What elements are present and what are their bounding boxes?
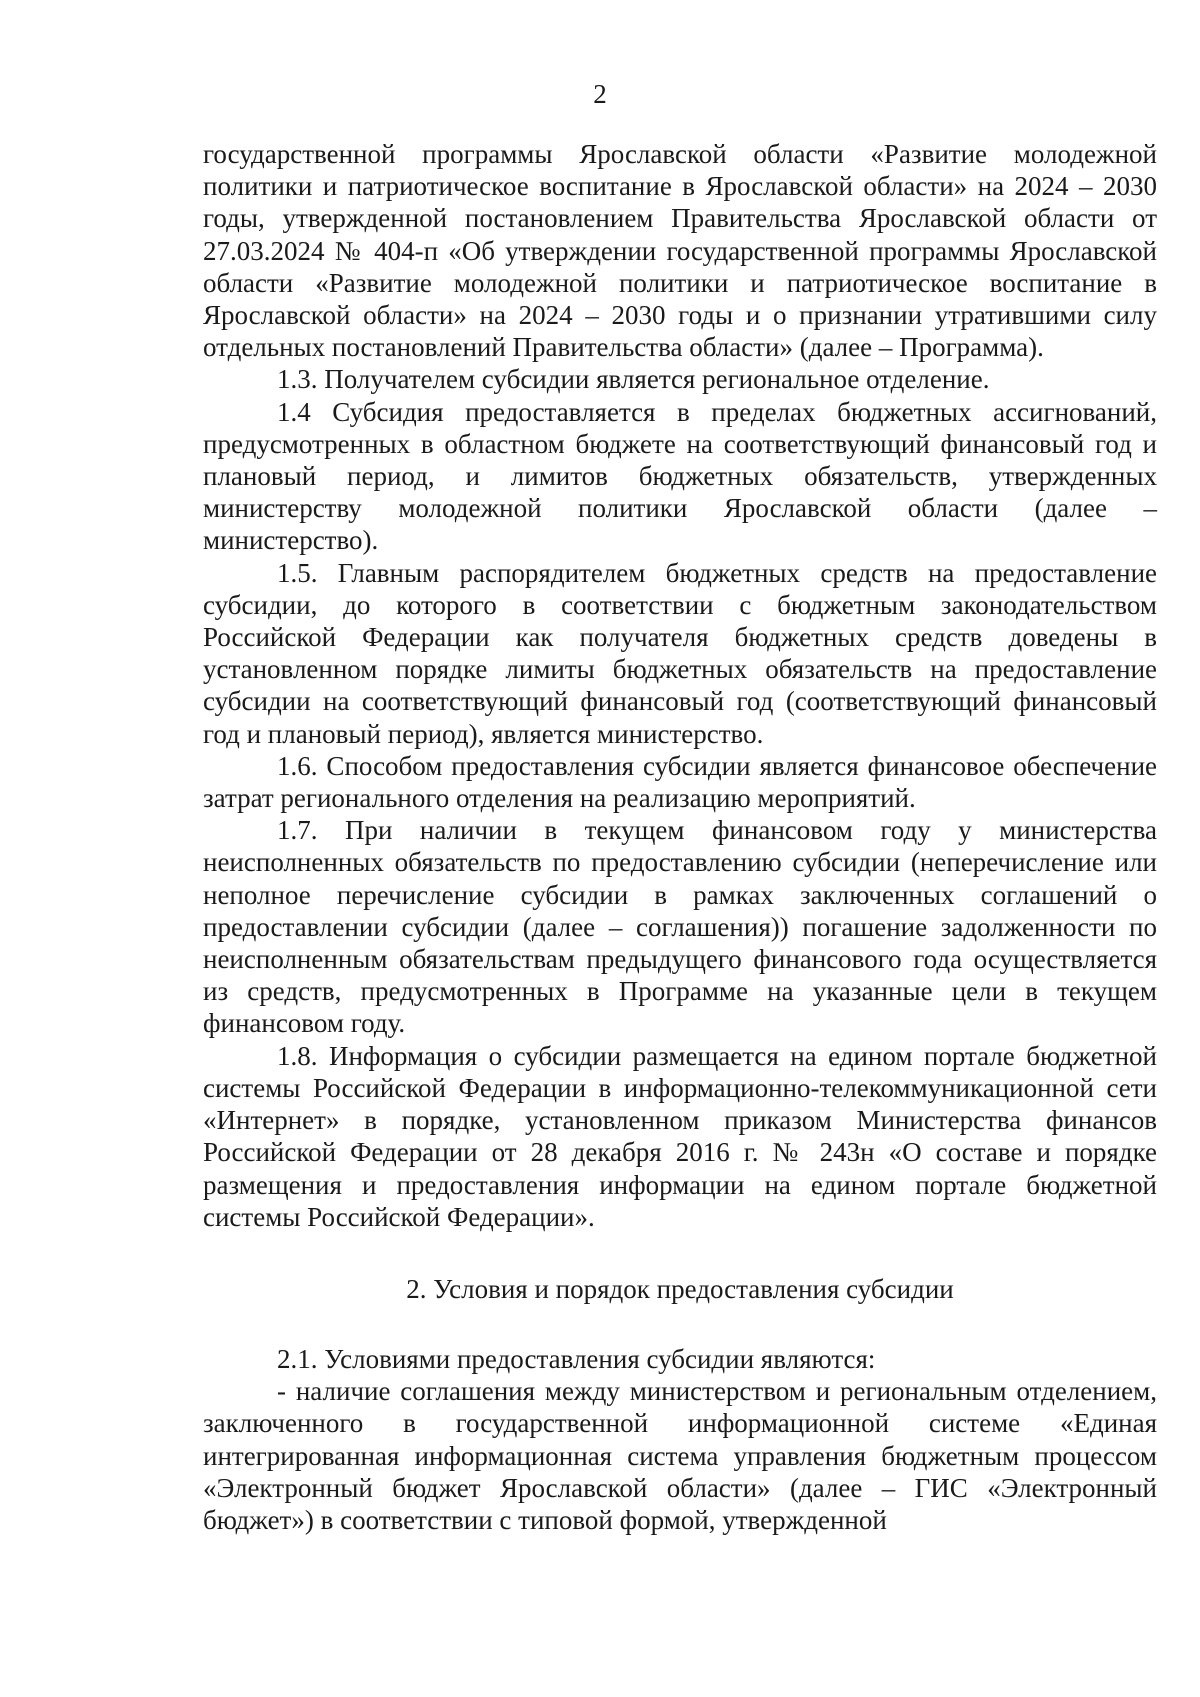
paragraph-clause-2-1: 2.1. Условиями предоставления субсидии являются: [277,1343,876,1374]
page-number: 2 [593,79,607,109]
paragraph-clause-1-7: 1.7. При наличии в текущем финансовом году у министерства неисполненных обязательств по предоставлению субсидии (неперечисление или неполное перечисление субсидии в рамках заключенных соглашений о предоставлении субсидии (далее – соглашения)) погашение задолженности по неисполненным обязательствам предыдущего финансового года осуществляется из средств, предусмотренных в Программе на указанные цели в текущем финансовом году. [203,815,1157,1039]
paragraph-clause-1-3: 1.3. Получателем субсидии является региональное отделение. [277,364,990,395]
paragraph-clause-1-6: 1.6. Способом предоставления субсидии является финансовое обеспечение затрат регионального отделения на реализацию мероприятий. [203,750,1157,814]
paragraph-program-continuation: государственной программы Ярославской области «Развитие молодежной политики и патриотическое воспитание в Ярославской области» на 2024 – 2030 годы, утвержденной постановлением Правительства Ярославской области от 27.03.2024 № 404-п «Об утверждении государственной программы Ярославской области «Развитие молодежной политики и патриотическое воспитание в Ярославской области» на 2024 – 2030 годы и о признании утратившими силу отдельных постановлений Правительства области» (далее – Программа). [203,139,1157,363]
paragraph-clause-1-5: 1.5. Главным распорядителем бюджетных средств на предоставление субсидии, до которого в соответствии с бюджетным законодательством Российской Федерации как получателя бюджетных средств доведены в установленном порядке лимиты бюджетных обязательств на предоставление субсидии на соответствующий финансовый год (соответствующий финансовый год и плановый период), является министерство. [203,557,1157,749]
paragraph-clause-1-4: 1.4 Субсидия предоставляется в пределах бюджетных ассигнований, предусмотренных в областном бюджете на соответствующий финансовый год и плановый период, и лимитов бюджетных обязательств, утвержденных министерству молодежной политики Ярославской области (далее – министерство). [203,396,1157,556]
paragraph-clause-1-8: 1.8. Информация о субсидии размещается на едином портале бюджетной системы Российской Федерации в информационно-телекоммуникационной сети «Интернет» в порядке, установленном приказом Министерства финансов Российской Федерации от 28 декабря 2016 г. № 243н «О составе и порядке размещения и предоставления информации на едином портале бюджетной системы Российской Федерации». [203,1040,1157,1232]
document-body [203,138,1157,1536]
paragraph-condition-agreement: - наличие соглашения между министерством и региональным отделением, заключенного в государственной информационной системе «Единая интегрированная информационная система управления бюджетным процессом «Электронный бюджет Ярославской области» (далее – ГИС «Электронный бюджет») в соответствии с типовой формой, утвержденной [203,1376,1157,1535]
section-heading: 2. Условия и порядок предоставления субсидии [406,1273,954,1304]
